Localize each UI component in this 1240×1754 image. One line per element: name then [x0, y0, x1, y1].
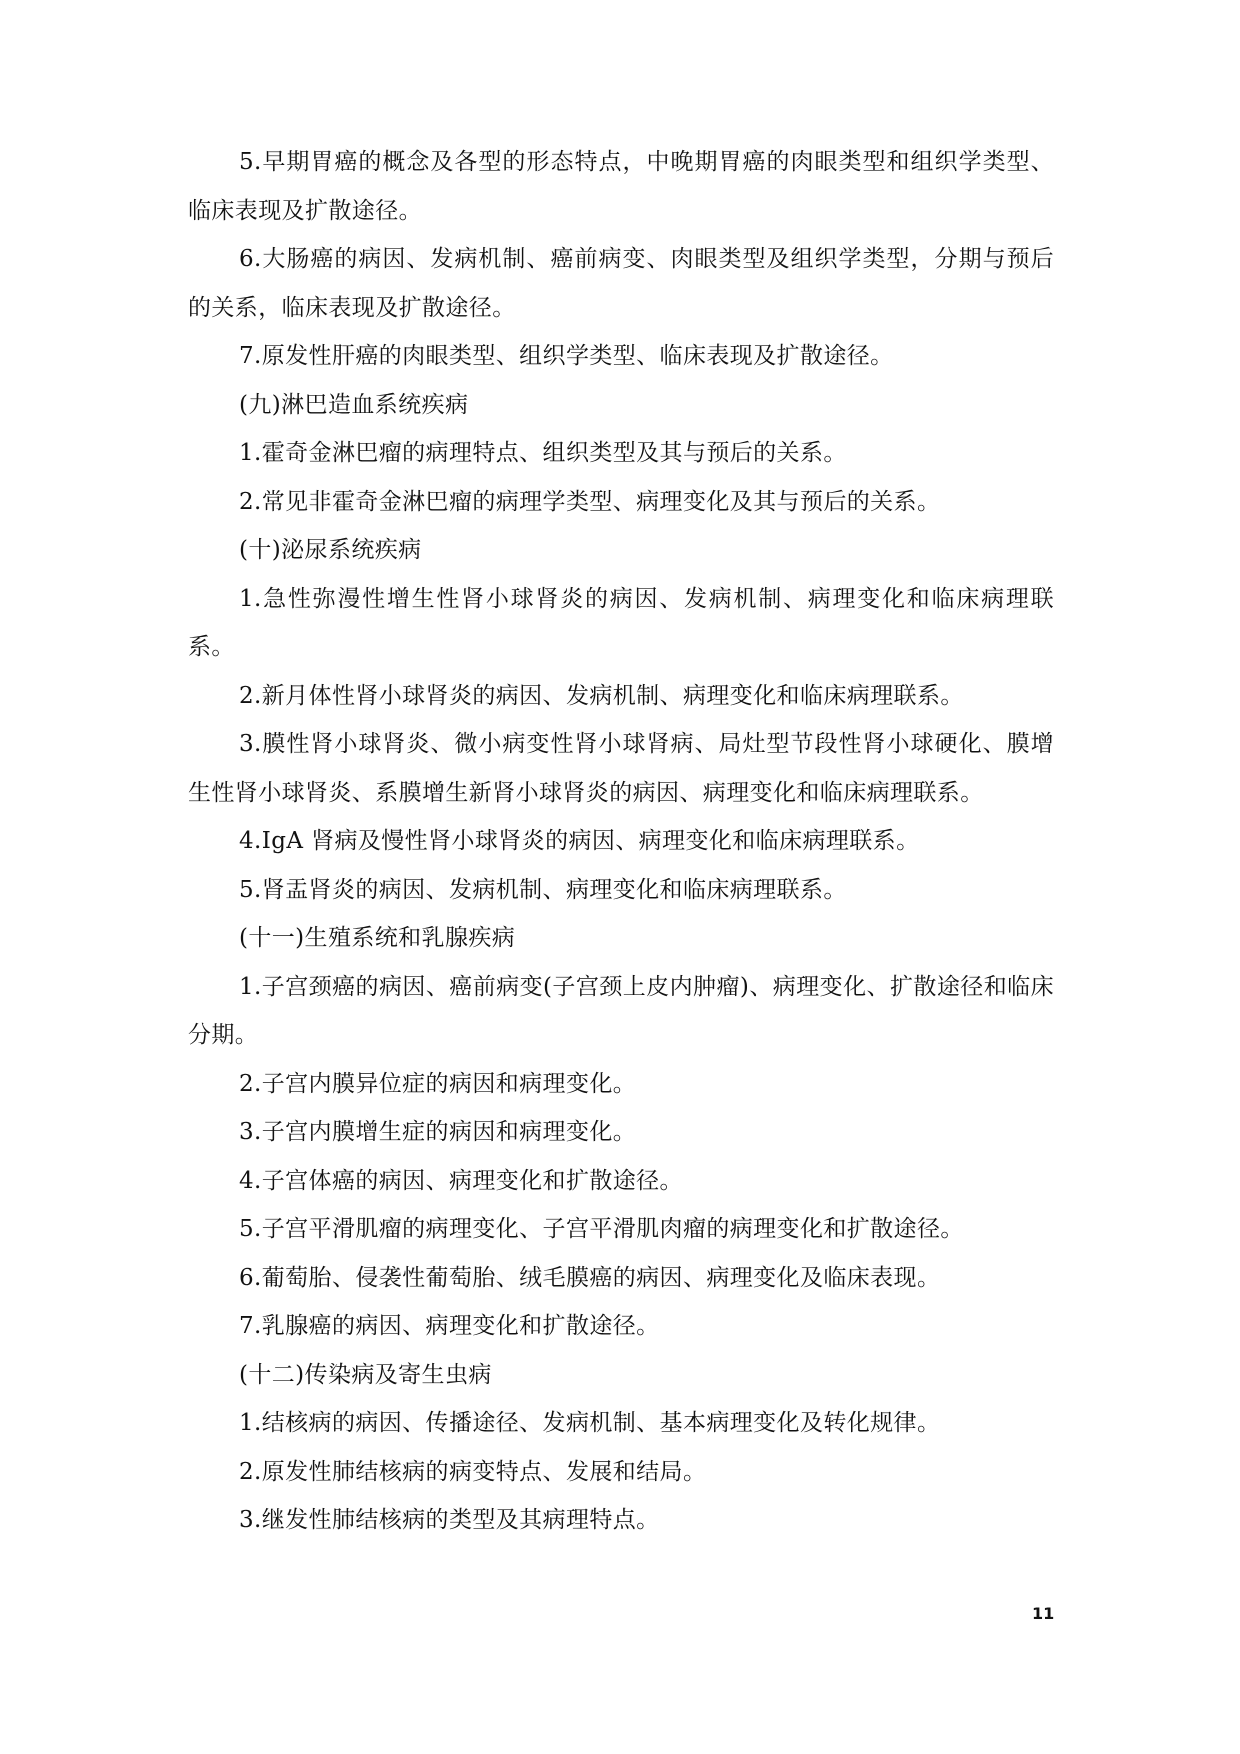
- paragraph-item: 5.子宫平滑肌瘤的病理变化、子宫平滑肌肉瘤的病理变化和扩散途径。: [239, 1216, 964, 1242]
- paragraph-item: 7.原发性肝癌的肉眼类型、组织学类型、临床表现及扩散途径。: [239, 343, 894, 369]
- paragraph-item: 6.大肠癌的病因、发病机制、癌前病变、肉眼类型及组织学类型，分期与预后的关系，临床表现及扩散途径。: [188, 246, 1054, 321]
- paragraph-item: 3.继发性肺结核病的类型及其病理特点。: [239, 1507, 660, 1533]
- paragraph-item: 5.肾盂肾炎的病因、发病机制、病理变化和临床病理联系。: [239, 876, 847, 903]
- paragraph-item: 4.IgA 肾病及慢性肾小球肾炎的病因、病理变化和临床病理联系。: [239, 828, 920, 854]
- paragraph-item: 2.子宫内膜异位症的病因和病理变化。: [239, 1070, 637, 1097]
- paragraph-item: 3.膜性肾小球肾炎、微小病变性肾小球肾病、局灶型节段性肾小球硬化、膜增生性肾小球肾炎、系膜增生新肾小球肾炎的病因、病理变化和临床病理联系。: [188, 731, 1054, 806]
- paragraph-item: 7.乳腺癌的病因、病理变化和扩散途径。: [239, 1313, 660, 1339]
- section-heading: (九)淋巴造血系统疾病: [239, 391, 469, 418]
- section-heading: (十)泌尿系统疾病: [239, 537, 422, 563]
- page-number: 11: [1032, 1604, 1055, 1623]
- paragraph-item: 2.新月体性肾小球肾炎的病因、发病机制、病理变化和临床病理联系。: [239, 682, 964, 709]
- paragraph-item: 6.葡萄胎、侵袭性葡萄胎、绒毛膜癌的病因、病理变化及临床表现。: [239, 1264, 941, 1291]
- paragraph-item: 3.子宫内膜增生症的病因和病理变化。: [239, 1119, 637, 1145]
- document-page: [188, 138, 1054, 1545]
- paragraph-item: 2.原发性肺结核病的病变特点、发展和结局。: [239, 1458, 707, 1485]
- paragraph-item: 1.急性弥漫性增生性肾小球肾炎的病因、发病机制、病理变化和临床病理联系。: [188, 585, 1054, 660]
- paragraph-item: 1.结核病的病因、传播途径、发病机制、基本病理变化及转化规律。: [239, 1410, 941, 1436]
- paragraph-item: 2.常见非霍奇金淋巴瘤的病理学类型、病理变化及其与预后的关系。: [239, 488, 941, 515]
- section-heading: (十二)传染病及寄生虫病: [239, 1361, 492, 1388]
- paragraph-item: 1.霍奇金淋巴瘤的病理特点、组织类型及其与预后的关系。: [239, 440, 847, 466]
- section-heading: (十一)生殖系统和乳腺疾病: [239, 925, 516, 951]
- paragraph-item: 1.子宫颈癌的病因、癌前病变(子宫颈上皮内肿瘤)、病理变化、扩散途径和临床分期。: [188, 973, 1054, 1048]
- paragraph-item: 5.早期胃癌的概念及各型的形态特点，中晚期胃癌的肉眼类型和组织学类型、临床表现及扩散途径。: [188, 149, 1054, 224]
- paragraph-item: 4.子宫体癌的病因、病理变化和扩散途径。: [239, 1167, 683, 1194]
